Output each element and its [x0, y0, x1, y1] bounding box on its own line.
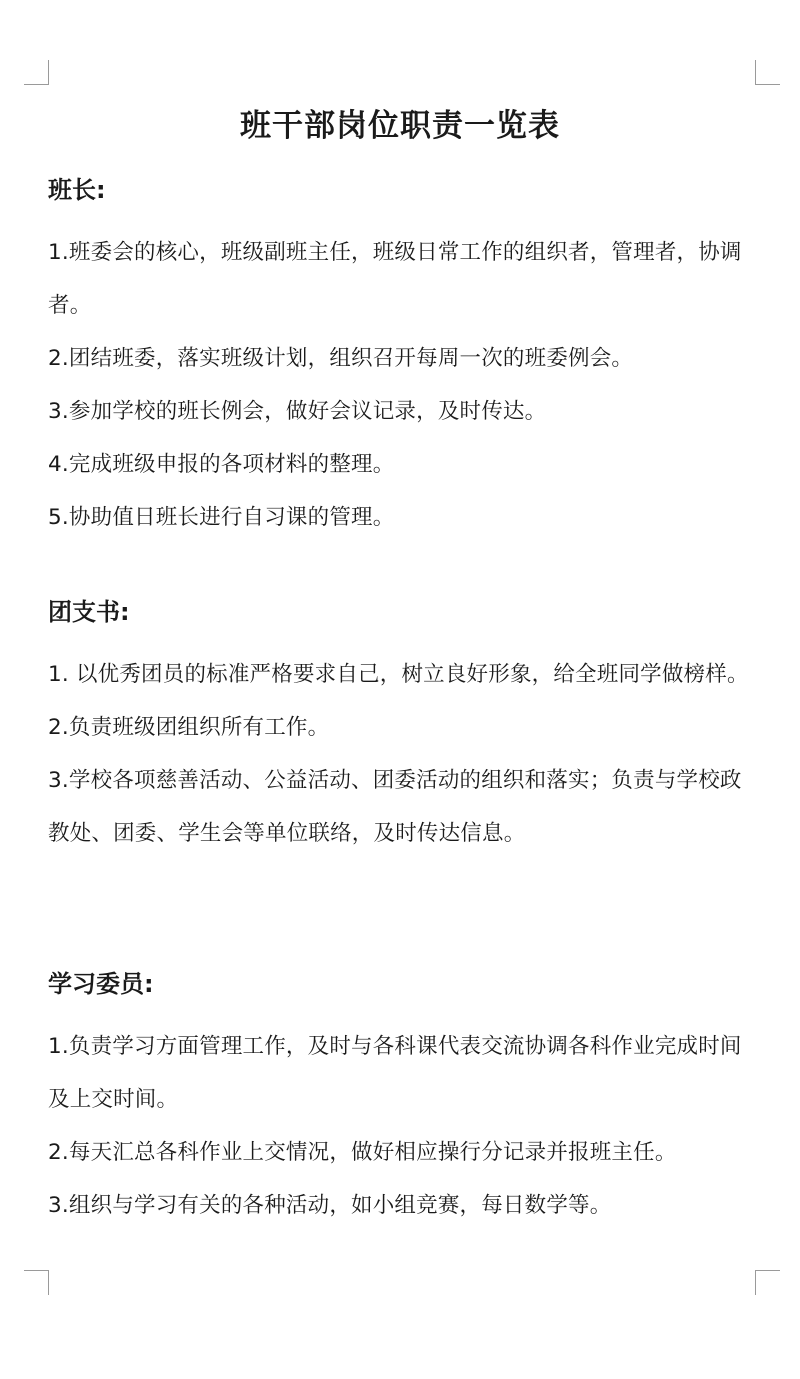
duty-item: 4.完成班级申报的各项材料的整理。: [48, 452, 395, 477]
duty-item: 1.班委会的核心，班级副班主任，班级日常工作的组织者，管理者，协调者。: [48, 240, 742, 318]
duty-item: 5.协助值日班长进行自习课的管理。: [48, 505, 395, 530]
duty-item: 2.团结班委，落实班级计划，组织召开每周一次的班委例会。: [48, 346, 634, 371]
duty-item: 3.学校各项慈善活动、公益活动、团委活动的组织和落实；负责与学校政教处、团委、学生会等单位联络，及时传达信息。: [48, 768, 742, 846]
section-league-secretary: [48, 596, 760, 860]
section-heading: 团支书:: [48, 598, 130, 626]
duty-item: 1.负责学习方面管理工作，及时与各科课代表交流协调各科作业完成时间及上交时间。: [48, 1034, 742, 1112]
page-corner-mark-bottom-left: [24, 1270, 49, 1295]
page-corner-mark-top-left: [24, 60, 49, 85]
page-corner-mark-top-right: [755, 60, 780, 85]
page-corner-mark-bottom-right: [755, 1270, 780, 1295]
duty-item: 1. 以优秀团员的标准严格要求自己，树立良好形象，给全班同学做榜样。: [48, 662, 749, 687]
document-title: 班干部岗位职责一览表: [240, 108, 560, 144]
section-heading: 学习委员:: [48, 970, 154, 998]
duty-item: 3.参加学校的班长例会，做好会议记录，及时传达。: [48, 399, 547, 424]
section-study-commissioner: [48, 968, 760, 1232]
section-class-monitor: [48, 174, 760, 544]
duty-item: 2.每天汇总各科作业上交情况，做好相应操行分记录并报班主任。: [48, 1140, 677, 1165]
duty-item: 2.负责班级团组织所有工作。: [48, 715, 330, 740]
duty-item: 3.组织与学习有关的各种活动，如小组竞赛，每日数学等。: [48, 1193, 612, 1218]
section-heading: 班长:: [48, 176, 106, 204]
